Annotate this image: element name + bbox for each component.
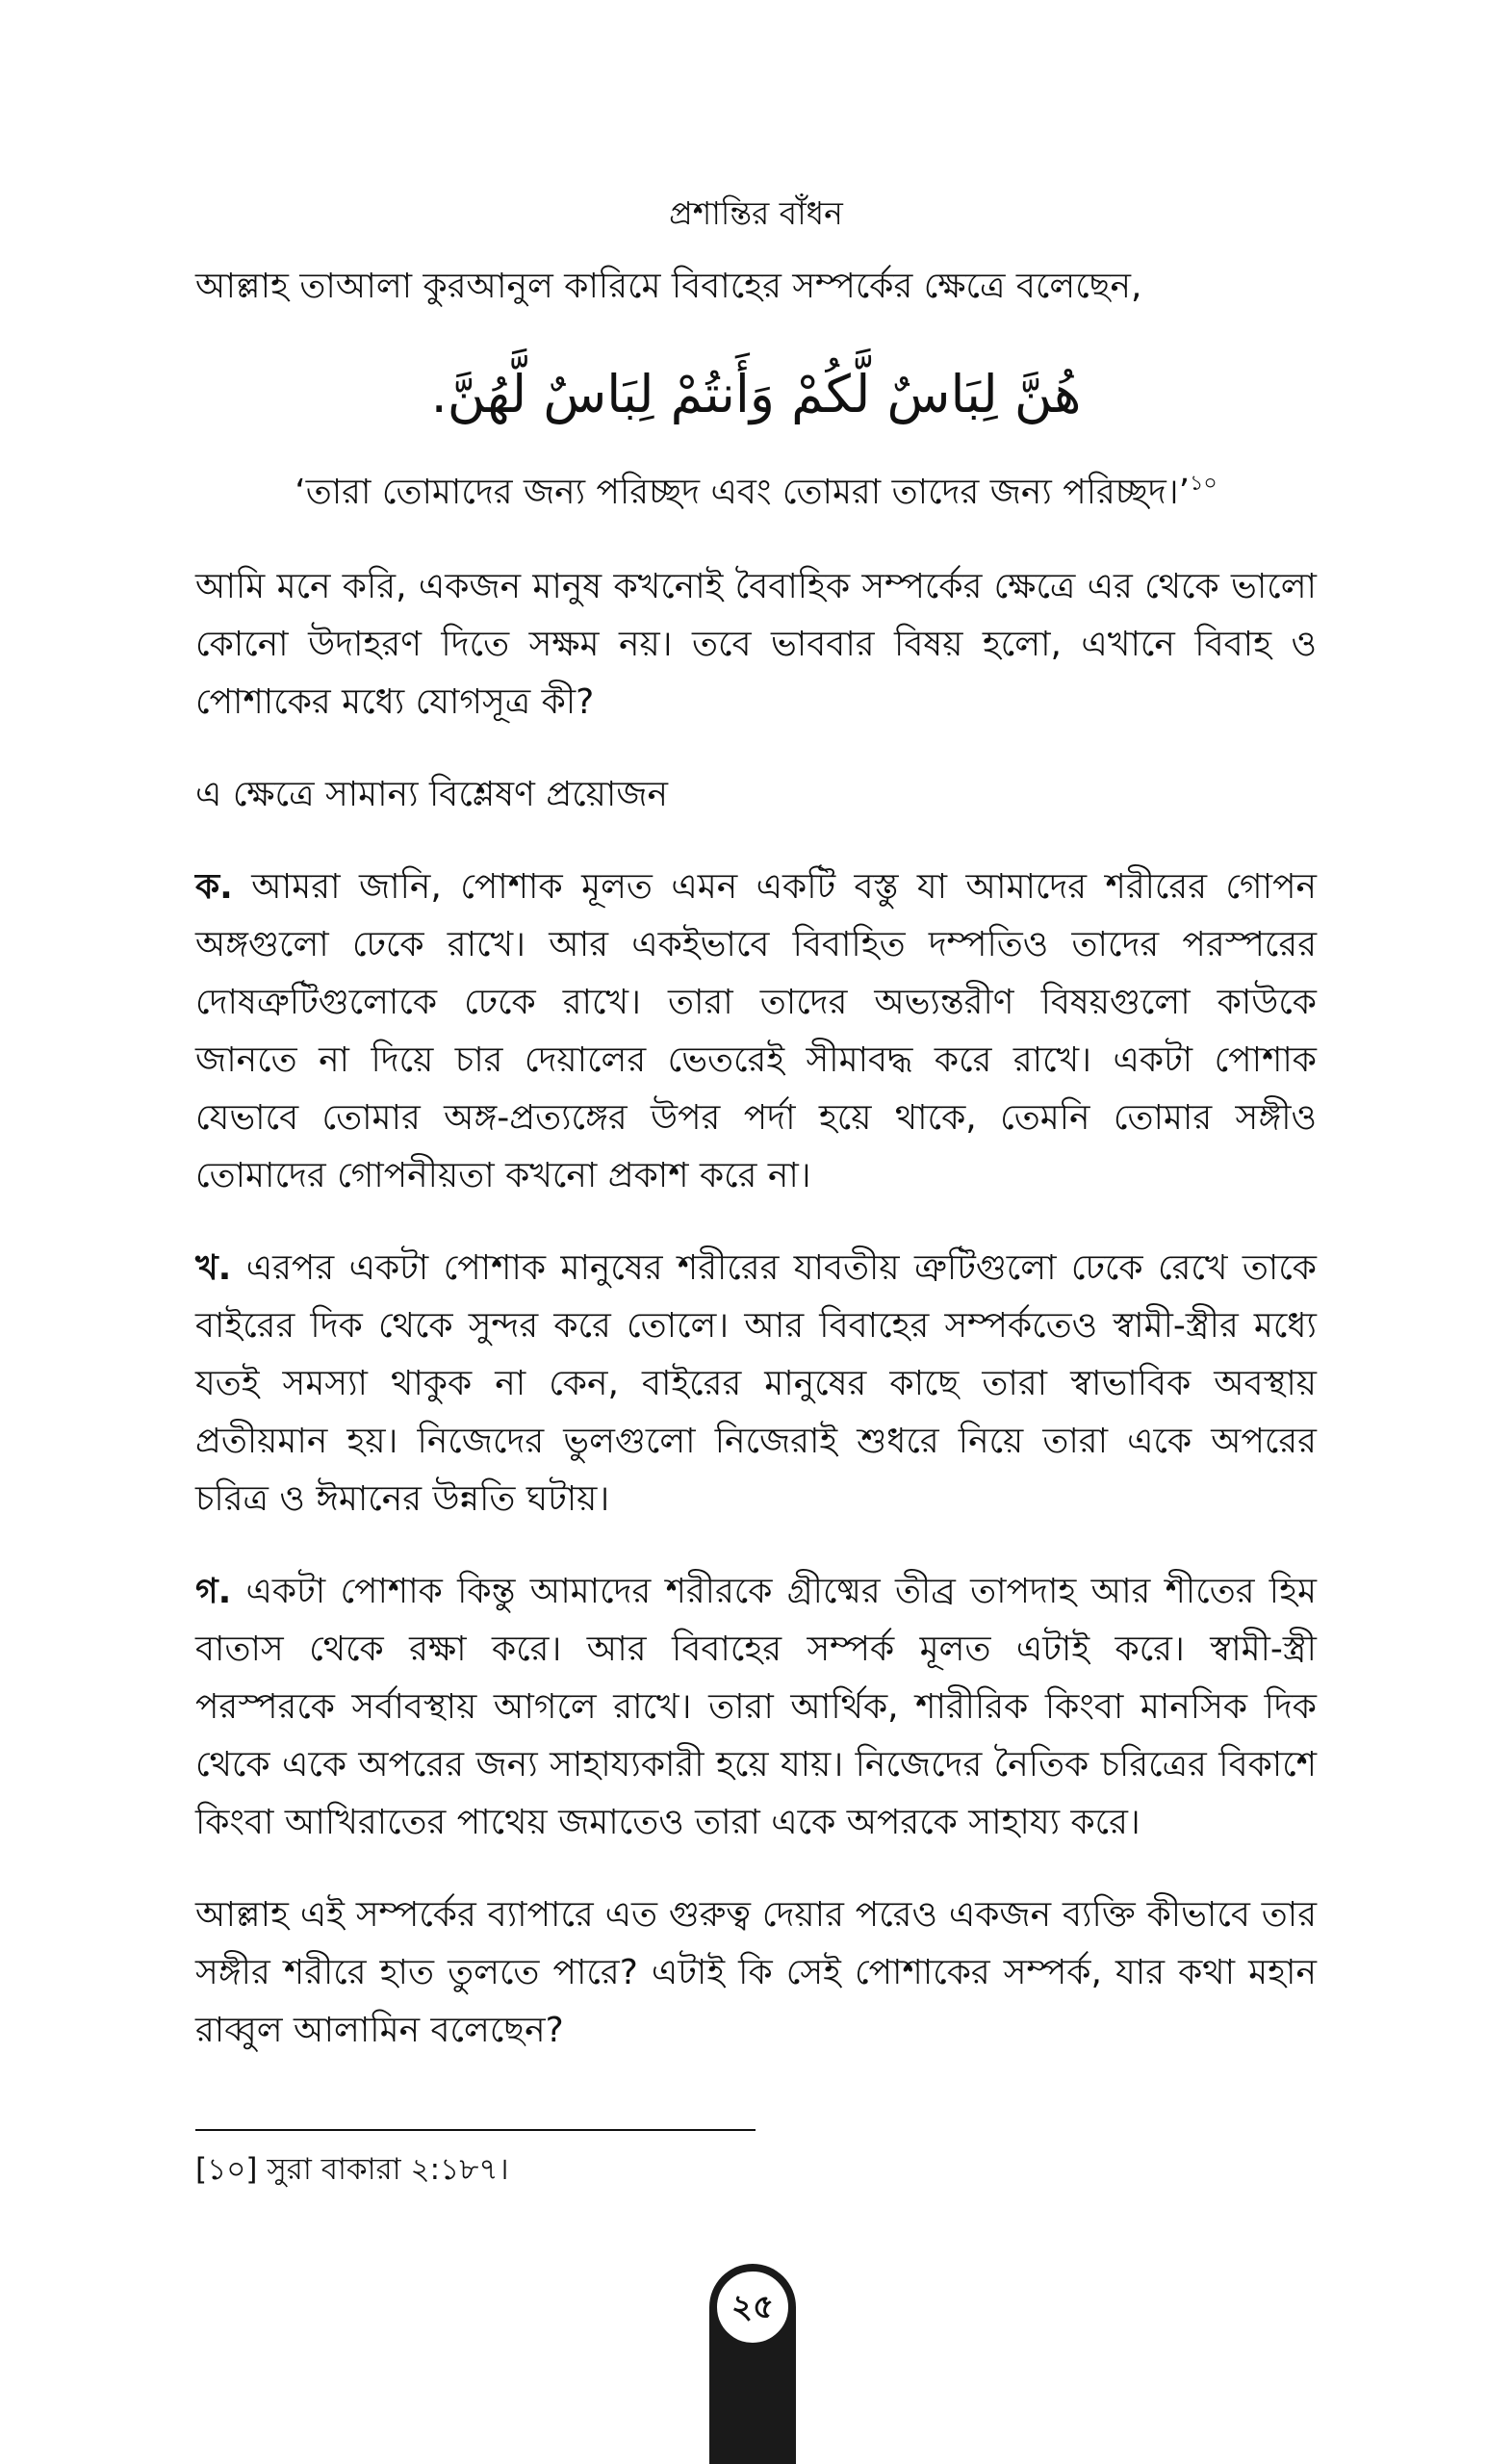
paragraph-2: এ ক্ষেত্রে সামান্য বিশ্লেষণ প্রয়োজন	[195, 775, 669, 814]
point-kha	[195, 1240, 1317, 1528]
point-kha-label: খ.	[195, 1248, 232, 1288]
point-ka-text: আমরা জানি, পোশাক মূলত এমন একটি বস্তু যা আমাদের শরীরের গোপন অঙ্গগুলো ঢেকে রাখে। আর একইভাবে বিবাহিত দম্পতিও তাদের পরস্পরের দোষত্রুটিগুলোকে ঢেকে রাখে। তারা তাদের অভ্যন্তরীণ বিষয়গুলো কাউকে জানতে না দিয়ে চার দেয়ালের ভেতরেই সীমাবদ্ধ করে রাখে। একটা পোশাক যেভাবে তোমার অঙ্গ-প্রত্যঙ্গের উপর পর্দা হয়ে থাকে, তেমনি তোমার সঙ্গীও তোমাদের গোপনীয়তা কখনো প্রকাশ করে না।	[195, 867, 1317, 1195]
paragraph-final: আল্লাহ এই সম্পর্কের ব্যাপারে এত গুরুত্ব দেয়ার পরেও একজন ব্যক্তি কীভাবে তার সঙ্গীর শরীরে হাত তুলতে পারে? এটাই কি সেই পোশাকের সম্পর্ক, যার কথা মহান রাব্বুল আলামিন বলেছেন?	[195, 1895, 1317, 2050]
running-head: প্রশান্তির বাঁধন	[669, 194, 843, 232]
paragraph-1: আমি মনে করি, একজন মানুষ কখনোই বৈবাহিক সম্পর্কের ক্ষেত্রে এর থেকে ভালো কোনো উদাহরণ দিতে সক্ষম নয়। তবে ভাববার বিষয় হলো, এখানে বিবাহ ও পোশাকের মধ্যে যোগসূত্র কী?	[195, 567, 1317, 722]
point-ga	[195, 1563, 1317, 1852]
footnote: [১০] সুরা বাকারা ২:১৮৭।	[195, 2152, 509, 2187]
point-ga-label: গ.	[195, 1572, 232, 1611]
footnote-ref: ১০	[1190, 472, 1217, 496]
arabic-verse: هُنَّ لِبَاسٌ لَّكُمْ وَأَنتُمْ لِبَاسٌ لَّهُنَّ.	[430, 364, 1082, 424]
point-ka-label: ক.	[195, 867, 233, 907]
main-content	[195, 258, 1317, 2094]
verse-translation	[195, 466, 1317, 520]
footnote-divider	[195, 2129, 756, 2131]
point-kha-text: এরপর একটা পোশাক মানুষের শরীরের যাবতীয় ত্রুটিগুলো ঢেকে রেখে তাকে বাইরের দিক থেকে সুন্দর করে তোলে। আর বিবাহের সম্পর্কতেও স্বামী-স্ত্রীর মধ্যে যতই সমস্যা থাকুক না কেন, বাইরের মানুষের কাছে তারা স্বাভাবিক অবস্থায় প্রতীয়মান হয়। নিজেদের ভুলগুলো নিজেরাই শুধরে নিয়ে তারা একে অপরের চরিত্র ও ঈমানের উন্নতি ঘটায়।	[195, 1248, 1317, 1519]
point-ka	[195, 859, 1317, 1205]
point-ga-text: একটা পোশাক কিন্তু আমাদের শরীরকে গ্রীষ্মের তীব্র তাপদাহ আর শীতের হিম বাতাস থেকে রক্ষা করে। আর বিবাহের সম্পর্ক মূলত এটাই করে। স্বামী-স্ত্রী পরস্পরকে সর্বাবস্থায় আগলে রাখে। তারা আর্থিক, শারীরিক কিংবা মানসিক দিক থেকে একে অপরের জন্য সাহায্যকারী হয়ে যায়। নিজেদের নৈতিক চরিত্রের বিকাশে কিংবা আখিরাতের পাথেয় জমাতেও তারা একে অপরকে সাহায্য করে।	[195, 1572, 1317, 1842]
intro-text: আল্লাহ তাআলা কুরআনুল কারিমে বিবাহের সম্পর্কের ক্ষেত্রে বলেছেন,	[195, 267, 1142, 306]
page-number: ২৫	[714, 2269, 791, 2346]
translation-text: ‘তারা তোমাদের জন্য পরিচ্ছদ এবং তোমরা তাদের জন্য পরিচ্ছদ।’	[295, 473, 1191, 512]
